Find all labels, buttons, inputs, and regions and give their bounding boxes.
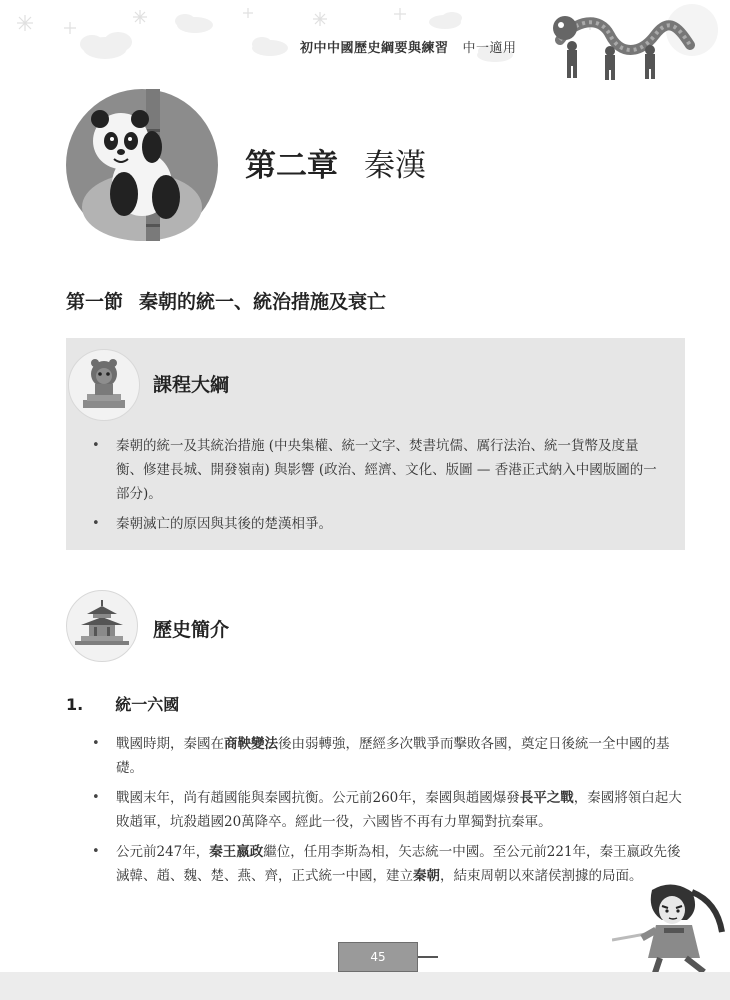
subsection-text: 統一六國 bbox=[115, 695, 180, 714]
panda-icon bbox=[66, 89, 218, 241]
outline-list bbox=[90, 434, 665, 542]
subsection-number: 1. bbox=[66, 695, 84, 714]
intro-heading: 歷史簡介 bbox=[153, 619, 230, 641]
temple-icon bbox=[66, 590, 138, 662]
dragon-dance-icon bbox=[553, 16, 690, 80]
bullet: • bbox=[92, 736, 100, 751]
lion-statue-icon bbox=[68, 349, 140, 421]
book-title-text: 初中中國歷史綱要與練習 bbox=[300, 41, 449, 56]
book-level: 中一適用 bbox=[462, 41, 517, 56]
book-title bbox=[300, 37, 517, 56]
bullet: • bbox=[92, 844, 100, 859]
list-item: • 秦朝滅亡的原因與其後的楚漢相爭。 bbox=[90, 512, 665, 536]
chapter-title bbox=[245, 140, 426, 185]
page-number-rule bbox=[418, 956, 438, 958]
page-number: 45 bbox=[338, 942, 418, 972]
chapter-number: 第二章 bbox=[245, 148, 338, 184]
footer-band bbox=[0, 972, 730, 1000]
bullet: • bbox=[92, 516, 100, 531]
section-title bbox=[66, 287, 386, 314]
bullet: • bbox=[92, 438, 100, 453]
subsection-title bbox=[66, 692, 179, 715]
list-item: • 秦朝的統一及其統治措施 (中央集權、統一文字、焚書坑儒、厲行法治、統一貨幣及度量衡、修建長城、開發嶺南) 與影響 (政治、經濟、文化、版圖 — 香港正式納入中國版圖的一部分)。 bbox=[90, 434, 665, 506]
list-item: • 戰國末年，尚有趙國能與秦國抗衡。公元前260年，秦國與趙國爆發長平之戰，秦國將領白起大敗趙軍，坑殺趙國20萬降卒。經此一役，六國皆不再有力單獨對抗秦軍。 bbox=[90, 786, 690, 834]
section-label: 第一節 bbox=[66, 291, 124, 313]
bullet: • bbox=[92, 790, 100, 805]
chapter-name: 秦漢 bbox=[364, 148, 426, 184]
intro-list bbox=[90, 732, 690, 894]
outline-heading: 課程大綱 bbox=[153, 374, 230, 396]
swordswoman-icon bbox=[612, 880, 730, 980]
course-outline-box bbox=[66, 338, 685, 550]
list-item: • 戰國時期，秦國在商鞅變法後由弱轉強，歷經多次戰爭而擊敗各國，奠定日後統一全中國的基礎。 bbox=[90, 732, 690, 780]
section-heading: 秦朝的統一、統治措施及衰亡 bbox=[139, 291, 387, 313]
snowflake-icon bbox=[17, 8, 595, 34]
list-item: • 公元前247年，秦王嬴政繼位，任用李斯為相，矢志統一中國。至公元前221年，秦王嬴政先後滅韓、趙、魏、楚、燕、齊，正式統一中國，建立秦朝，結束周朝以來諸侯割據的局面。 bbox=[90, 840, 690, 888]
